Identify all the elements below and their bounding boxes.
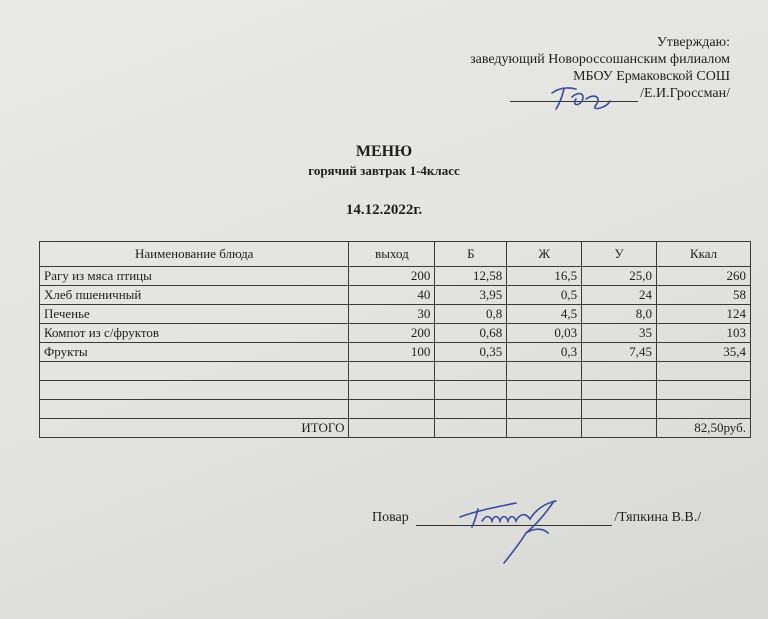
approval-organization: МБОУ Ермаковской СОШ [573, 69, 730, 84]
dish-kcal: 35,4 [657, 343, 751, 362]
column-header-dish: Наименование блюда [40, 242, 349, 267]
column-header-portion: выход [349, 242, 435, 267]
cook-label: Повар [372, 510, 409, 525]
dish-portion: 40 [349, 286, 435, 305]
table-row [40, 267, 751, 286]
column-header-kcal: Ккал [657, 242, 751, 267]
approval-position: заведующий Новороссошанским филиалом [470, 52, 730, 67]
cook-signature-field [416, 511, 612, 526]
empty-row [40, 400, 751, 419]
approval-block [470, 34, 730, 102]
approval-signature-line [470, 85, 730, 102]
dish-name: Компот из с/фруктов [40, 324, 349, 343]
dish-proteins: 3,95 [435, 286, 507, 305]
dish-name: Печенье [40, 305, 349, 324]
dish-carbs: 25,0 [582, 267, 657, 286]
dish-name: Рагу из мяса птицы [40, 267, 349, 286]
dish-carbs: 8,0 [582, 305, 657, 324]
menu-title: МЕНЮ [355, 143, 413, 160]
dish-kcal: 103 [657, 324, 751, 343]
dish-name: Фрукты [40, 343, 349, 362]
dish-proteins: 0,68 [435, 324, 507, 343]
approval-heading: Утверждаю: [656, 35, 730, 50]
dish-portion: 30 [349, 305, 435, 324]
table-header-row [40, 242, 751, 267]
table-row [40, 324, 751, 343]
menu-date: 14.12.2022г. [345, 202, 423, 218]
cook-signature [456, 493, 586, 573]
cook-signature-block [372, 510, 701, 526]
table-row [40, 305, 751, 324]
dish-fats: 16,5 [507, 267, 582, 286]
menu-subtitle: горячий завтрак 1-4класс [308, 163, 460, 178]
dish-carbs: 24 [582, 286, 657, 305]
director-signature [546, 79, 616, 115]
cook-name: /Тяпкина В.В./ [614, 510, 702, 525]
dish-proteins: 12,58 [435, 267, 507, 286]
dish-kcal: 58 [657, 286, 751, 305]
column-header-proteins: Б [435, 242, 507, 267]
total-label: ИТОГО [40, 419, 349, 438]
table-row [40, 343, 751, 362]
dish-portion: 100 [349, 343, 435, 362]
column-header-fats: Ж [507, 242, 582, 267]
dish-carbs: 7,45 [582, 343, 657, 362]
total-row [40, 419, 751, 438]
dish-proteins: 0,35 [435, 343, 507, 362]
dish-portion: 200 [349, 324, 435, 343]
dish-fats: 0,3 [507, 343, 582, 362]
dish-fats: 0,5 [507, 286, 582, 305]
empty-row [40, 381, 751, 400]
total-value: 82,50руб. [657, 419, 751, 438]
dish-proteins: 0,8 [435, 305, 507, 324]
table-row [40, 286, 751, 305]
empty-row [40, 362, 751, 381]
dish-fats: 0,03 [507, 324, 582, 343]
column-header-carbs: У [582, 242, 657, 267]
menu-table [39, 241, 751, 438]
director-signature-field [510, 87, 638, 102]
dish-carbs: 35 [582, 324, 657, 343]
dish-name: Хлеб пшеничный [40, 286, 349, 305]
dish-portion: 200 [349, 267, 435, 286]
dish-kcal: 260 [657, 267, 751, 286]
dish-kcal: 124 [657, 305, 751, 324]
director-name: /Е.И.Гроссман/ [640, 86, 730, 101]
dish-fats: 4,5 [507, 305, 582, 324]
